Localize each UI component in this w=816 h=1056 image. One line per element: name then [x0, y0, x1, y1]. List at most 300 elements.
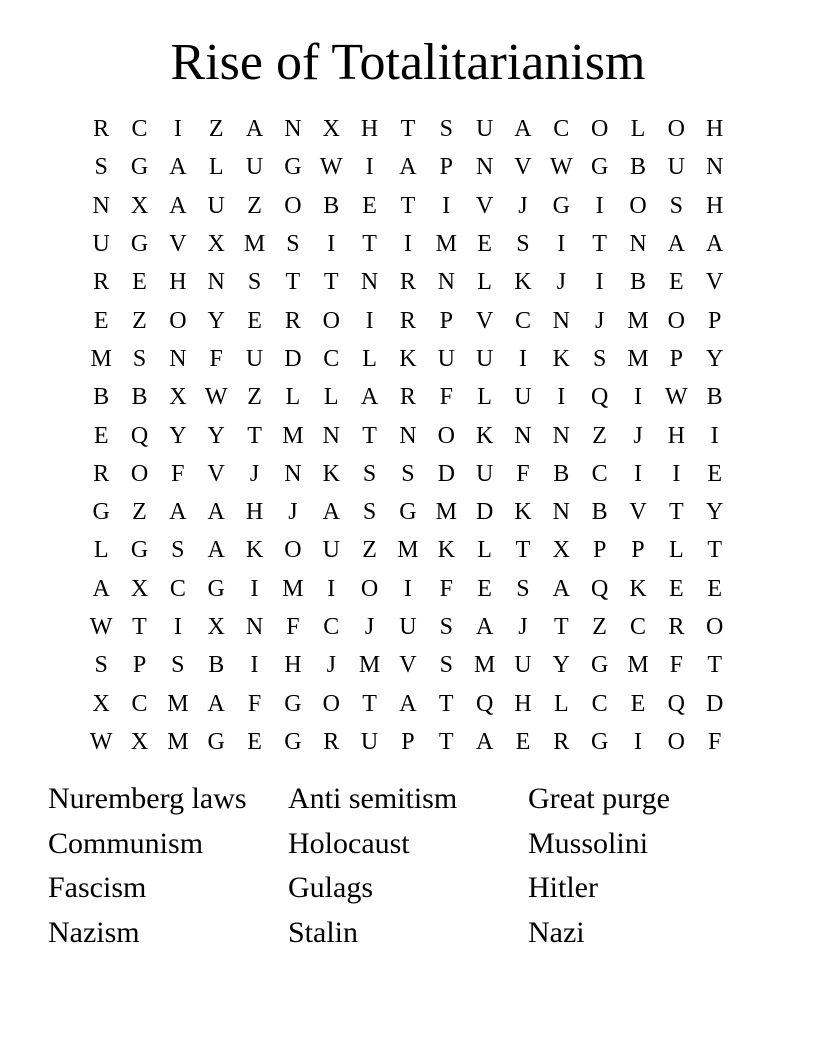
search-word: Nazi: [528, 915, 585, 949]
grid-letter: E: [707, 575, 722, 602]
grid-letter: K: [514, 269, 532, 296]
grid-letter: M: [627, 307, 649, 334]
grid-letter: L: [477, 537, 492, 564]
grid-row: [82, 723, 734, 761]
grid-letter: W: [204, 384, 228, 411]
grid-letter: E: [668, 269, 684, 296]
grid-letter: I: [710, 422, 719, 449]
grid-row: [82, 570, 734, 608]
grid-letter: A: [399, 154, 417, 181]
grid-letter: M: [90, 345, 112, 372]
grid-letter: V: [475, 307, 494, 334]
grid-letter: F: [247, 690, 262, 717]
grid-letter: T: [323, 269, 339, 296]
grid-letter: A: [169, 499, 187, 526]
grid-letter: M: [282, 575, 304, 602]
grid-letter: K: [514, 499, 532, 526]
grid-letter: V: [514, 154, 532, 181]
grid-letter: M: [627, 652, 649, 679]
grid-letter: B: [208, 652, 225, 679]
grid-row: [82, 684, 734, 722]
grid-letter: N: [552, 499, 570, 526]
grid-letter: W: [89, 614, 113, 640]
grid-letter: U: [92, 231, 110, 258]
grid-letter: I: [595, 269, 604, 296]
grid-letter: N: [245, 614, 264, 640]
grid-letter: G: [284, 728, 302, 755]
grid-letter: X: [92, 690, 110, 717]
grid-letter: S: [516, 575, 530, 602]
grid-letter: E: [668, 575, 684, 602]
word-list: [48, 777, 768, 955]
word-list-row: [48, 866, 768, 911]
grid-letter: O: [322, 307, 340, 334]
grid-letter: A: [92, 575, 110, 602]
grid-letter: R: [553, 728, 570, 755]
grid-letter: K: [322, 460, 340, 487]
grid-letter: W: [319, 154, 343, 181]
grid-letter: N: [284, 460, 302, 487]
grid-letter: I: [633, 384, 642, 411]
grid-letter: G: [130, 154, 149, 181]
grid-letter: O: [169, 307, 187, 334]
page-title: Rise of Totalitarianism: [170, 34, 646, 91]
grid-row: [82, 531, 734, 569]
grid-letter: I: [365, 307, 374, 334]
grid-letter: V: [629, 499, 647, 526]
grid-letter: X: [169, 384, 187, 411]
grid-row: [82, 187, 734, 225]
grid-letter: U: [245, 154, 264, 181]
grid-letter: K: [475, 422, 494, 449]
grid-letter: S: [516, 231, 530, 258]
grid-letter: S: [286, 231, 300, 258]
grid-letter: J: [594, 307, 605, 334]
grid-letter: R: [399, 384, 416, 411]
grid-letter: X: [322, 116, 340, 143]
grid-letter: M: [435, 499, 457, 526]
grid-letter: M: [473, 652, 496, 679]
grid-letter: A: [207, 537, 225, 564]
grid-letter: T: [400, 192, 416, 219]
grid-letter: Z: [247, 384, 262, 411]
grid-letter: S: [439, 116, 453, 143]
grid-letter: B: [553, 460, 570, 487]
grid-letter: M: [435, 231, 457, 258]
grid-letter: N: [207, 269, 225, 296]
grid-letter: G: [552, 192, 570, 219]
grid-letter: N: [360, 269, 379, 296]
grid-letter: L: [93, 537, 109, 564]
grid-letter: Y: [207, 422, 225, 449]
grid-letter: E: [477, 231, 492, 258]
grid-letter: U: [514, 652, 532, 679]
grid-letter: T: [592, 231, 607, 258]
grid-letter: I: [557, 231, 566, 258]
grid-letter: O: [667, 307, 685, 334]
grid-letter: Y: [169, 422, 187, 449]
grid-letter: I: [442, 192, 451, 219]
grid-letter: R: [399, 269, 416, 296]
grid-letter: W: [665, 384, 688, 411]
grid-letter: R: [93, 460, 110, 487]
grid-letter: X: [130, 192, 149, 219]
grid-letter: P: [631, 537, 645, 564]
grid-letter: P: [707, 307, 722, 334]
grid-letter: P: [439, 154, 453, 181]
grid-letter: J: [326, 652, 336, 679]
grid-letter: T: [438, 690, 454, 717]
grid-letter: A: [322, 499, 340, 526]
grid-letter: T: [668, 499, 684, 526]
grid-letter: J: [364, 614, 375, 640]
grid-letter: I: [173, 614, 182, 640]
grid-letter: A: [169, 192, 187, 219]
search-word: Anti semitism: [288, 782, 458, 816]
grid-row: [82, 455, 734, 493]
grid-letter: J: [249, 460, 260, 487]
grid-letter: A: [207, 499, 225, 526]
grid-letter: N: [169, 345, 187, 372]
grid-letter: H: [245, 499, 264, 526]
grid-letter: B: [629, 154, 646, 181]
grid-letter: C: [131, 690, 148, 717]
grid-letter: G: [590, 652, 609, 679]
grid-letter: Q: [590, 575, 609, 602]
word-list-row: [48, 911, 768, 956]
grid-letter: V: [706, 269, 724, 296]
search-word: Holocaust: [288, 826, 410, 860]
grid-letter: U: [475, 460, 494, 487]
grid-letter: C: [169, 575, 186, 602]
grid-letter: R: [668, 614, 685, 640]
grid-letter: C: [629, 614, 646, 640]
grid-letter: E: [93, 422, 109, 449]
search-word: Great purge: [528, 782, 670, 816]
grid-letter: Z: [362, 537, 377, 564]
grid-letter: I: [250, 652, 259, 679]
grid-letter: T: [553, 614, 569, 640]
grid-letter: B: [706, 384, 723, 411]
grid-letter: P: [669, 345, 683, 372]
grid-letter: I: [365, 154, 374, 181]
grid-letter: Z: [592, 422, 607, 449]
grid-letter: C: [591, 690, 608, 717]
grid-letter: R: [284, 307, 301, 334]
search-word: Communism: [48, 826, 204, 860]
grid-row: [82, 646, 734, 684]
search-word: Stalin: [288, 915, 359, 949]
grid-letter: L: [285, 384, 301, 411]
grid-letter: D: [706, 690, 724, 717]
grid-letter: X: [207, 231, 225, 258]
grid-letter: K: [629, 575, 647, 602]
grid-letter: Y: [207, 307, 225, 334]
grid-letter: L: [477, 269, 492, 296]
grid-letter: O: [284, 537, 302, 564]
grid-letter: T: [247, 422, 262, 449]
grid-letter: U: [245, 345, 264, 372]
grid-letter: O: [667, 728, 685, 755]
grid-letter: U: [514, 384, 532, 411]
grid-letter: G: [130, 231, 149, 258]
grid-letter: A: [706, 231, 724, 258]
grid-letter: X: [130, 575, 149, 602]
grid-letter: S: [171, 537, 185, 564]
grid-letter: G: [207, 728, 225, 755]
grid-letter: Y: [552, 652, 570, 679]
grid-letter: E: [93, 307, 109, 334]
grid-letter: B: [93, 384, 110, 411]
grid-row: [82, 225, 734, 263]
grid-letter: U: [322, 537, 340, 564]
grid-letter: H: [360, 116, 379, 143]
grid-letter: K: [245, 537, 264, 564]
grid-letter: M: [627, 345, 649, 372]
grid-letter: N: [552, 307, 570, 334]
grid-letter: R: [323, 728, 340, 755]
letter-grid: [82, 110, 734, 761]
grid-letter: K: [399, 345, 417, 372]
grid-letter: F: [209, 345, 223, 372]
grid-letter: R: [93, 269, 110, 296]
grid-letter: U: [207, 192, 225, 219]
grid-row: [82, 416, 734, 454]
grid-letter: I: [250, 575, 259, 602]
grid-letter: Z: [132, 499, 147, 526]
grid-letter: Y: [706, 499, 724, 526]
grid-letter: O: [706, 614, 724, 640]
grid-letter: M: [243, 231, 266, 258]
grid-letter: T: [400, 116, 416, 143]
grid-letter: H: [514, 690, 532, 717]
grid-letter: S: [439, 614, 453, 640]
grid-letter: E: [362, 192, 377, 219]
grid-letter: D: [284, 345, 302, 372]
grid-letter: A: [169, 154, 187, 181]
grid-letter: T: [285, 269, 301, 296]
grid-letter: S: [401, 460, 415, 487]
grid-letter: W: [89, 728, 113, 755]
grid-letter: N: [284, 116, 302, 143]
grid-letter: E: [477, 575, 492, 602]
word-list-row: [48, 777, 768, 822]
grid-letter: F: [707, 728, 722, 755]
grid-letter: F: [516, 460, 530, 487]
grid-letter: Z: [132, 307, 147, 334]
grid-letter: O: [360, 575, 379, 602]
grid-letter: A: [245, 116, 264, 143]
grid-letter: A: [552, 575, 570, 602]
grid-letter: S: [94, 154, 108, 181]
grid-letter: I: [173, 116, 182, 143]
grid-letter: M: [397, 537, 419, 564]
grid-letter: U: [475, 116, 494, 143]
grid-row: [82, 340, 734, 378]
grid-letter: Q: [590, 384, 609, 411]
grid-letter: O: [284, 192, 302, 219]
grid-letter: C: [131, 116, 148, 143]
grid-letter: P: [401, 728, 415, 755]
grid-letter: K: [437, 537, 455, 564]
grid-letter: L: [208, 154, 224, 181]
grid-letter: Z: [592, 614, 607, 640]
search-word: Nazism: [48, 915, 140, 949]
grid-row: [82, 493, 734, 531]
grid-letter: L: [477, 384, 492, 411]
grid-letter: W: [549, 154, 573, 181]
grid-letter: L: [630, 116, 646, 143]
grid-letter: X: [207, 614, 225, 640]
grid-letter: N: [475, 154, 494, 181]
grid-letter: A: [475, 614, 494, 640]
grid-letter: A: [399, 690, 417, 717]
grid-letter: B: [131, 384, 148, 411]
grid-letter: D: [437, 460, 455, 487]
search-word: Nuremberg laws: [48, 782, 247, 816]
grid-letter: X: [130, 728, 149, 755]
grid-letter: O: [629, 192, 647, 219]
grid-letter: I: [672, 460, 681, 487]
grid-letter: S: [439, 652, 453, 679]
grid-letter: V: [169, 231, 187, 258]
grid-letter: R: [399, 307, 416, 334]
grid-letter: N: [92, 192, 110, 219]
grid-letter: F: [286, 614, 300, 640]
grid-letter: S: [362, 460, 377, 487]
grid-letter: T: [132, 614, 147, 640]
grid-letter: T: [515, 537, 531, 564]
grid-letter: A: [360, 384, 379, 411]
grid-letter: G: [284, 154, 302, 181]
grid-letter: U: [399, 614, 417, 640]
grid-letter: O: [667, 116, 685, 143]
grid-letter: S: [171, 652, 185, 679]
grid-letter: V: [207, 460, 225, 487]
grid-letter: I: [327, 575, 336, 602]
grid-letter: G: [130, 537, 149, 564]
grid-letter: L: [553, 690, 569, 717]
grid-letter: N: [399, 422, 417, 449]
grid-letter: Q: [475, 690, 494, 717]
grid-letter: A: [667, 231, 685, 258]
grid-letter: S: [247, 269, 262, 296]
grid-letter: P: [592, 537, 607, 564]
grid-letter: T: [362, 231, 377, 258]
grid-letter: N: [706, 154, 724, 181]
search-word: Mussolini: [528, 826, 649, 860]
grid-letter: F: [439, 384, 453, 411]
search-word: Hitler: [528, 871, 598, 905]
grid-letter: I: [595, 192, 604, 219]
grid-letter: L: [668, 537, 684, 564]
grid-letter: F: [439, 575, 453, 602]
grid-letter: C: [323, 345, 340, 372]
grid-letter: A: [514, 116, 532, 143]
grid-letter: I: [403, 231, 412, 258]
grid-letter: O: [322, 690, 340, 717]
grid-letter: H: [706, 192, 724, 219]
grid-letter: E: [132, 269, 147, 296]
grid-row: [82, 263, 734, 301]
grid-letter: S: [94, 652, 108, 679]
grid-letter: J: [288, 499, 298, 526]
grid-letter: V: [475, 192, 494, 219]
grid-letter: A: [475, 728, 494, 755]
grid-letter: G: [399, 499, 417, 526]
grid-letter: Z: [247, 192, 262, 219]
grid-row: [82, 378, 734, 416]
grid-letter: H: [667, 422, 685, 449]
grid-letter: N: [514, 422, 532, 449]
grid-letter: T: [707, 537, 722, 564]
grid-letter: G: [284, 690, 302, 717]
grid-letter: T: [362, 690, 377, 717]
grid-letter: I: [327, 231, 336, 258]
grid-letter: I: [518, 345, 527, 372]
grid-letter: H: [169, 269, 187, 296]
grid-letter: S: [592, 345, 607, 372]
grid-letter: S: [132, 345, 147, 372]
grid-letter: L: [362, 345, 377, 372]
grid-row: [82, 608, 734, 646]
grid-letter: F: [669, 652, 683, 679]
grid-letter: U: [667, 154, 685, 181]
grid-letter: B: [629, 269, 646, 296]
grid-letter: O: [437, 422, 455, 449]
grid-letter: A: [207, 690, 225, 717]
grid-letter: U: [437, 345, 455, 372]
grid-letter: I: [403, 575, 412, 602]
grid-letter: J: [556, 269, 566, 296]
grid-letter: O: [130, 460, 149, 487]
grid-letter: G: [590, 728, 609, 755]
grid-letter: N: [322, 422, 340, 449]
grid-letter: S: [669, 192, 683, 219]
grid-letter: B: [323, 192, 340, 219]
grid-row: [82, 148, 734, 186]
grid-letter: T: [438, 728, 454, 755]
grid-letter: E: [247, 307, 262, 334]
grid-letter: Y: [706, 345, 724, 372]
grid-letter: O: [590, 116, 609, 143]
grid-letter: B: [591, 499, 608, 526]
grid-letter: J: [518, 614, 528, 640]
grid-letter: H: [706, 116, 724, 143]
grid-letter: X: [552, 537, 570, 564]
grid-letter: J: [518, 192, 528, 219]
search-word: Gulags: [288, 871, 373, 905]
grid-letter: E: [630, 690, 646, 717]
grid-letter: U: [360, 728, 379, 755]
grid-letter: D: [475, 499, 494, 526]
grid-letter: C: [553, 116, 570, 143]
grid-row: [82, 301, 734, 339]
grid-letter: H: [284, 652, 302, 679]
grid-letter: E: [515, 728, 531, 755]
grid-letter: C: [514, 307, 531, 334]
grid-letter: L: [323, 384, 339, 411]
grid-letter: S: [362, 499, 377, 526]
grid-letter: M: [358, 652, 381, 679]
grid-letter: E: [707, 460, 722, 487]
grid-letter: Q: [667, 690, 685, 717]
grid-letter: Z: [208, 116, 224, 143]
grid-letter: N: [629, 231, 647, 258]
grid-letter: V: [399, 652, 417, 679]
grid-letter: N: [437, 269, 455, 296]
grid-letter: R: [93, 116, 110, 143]
